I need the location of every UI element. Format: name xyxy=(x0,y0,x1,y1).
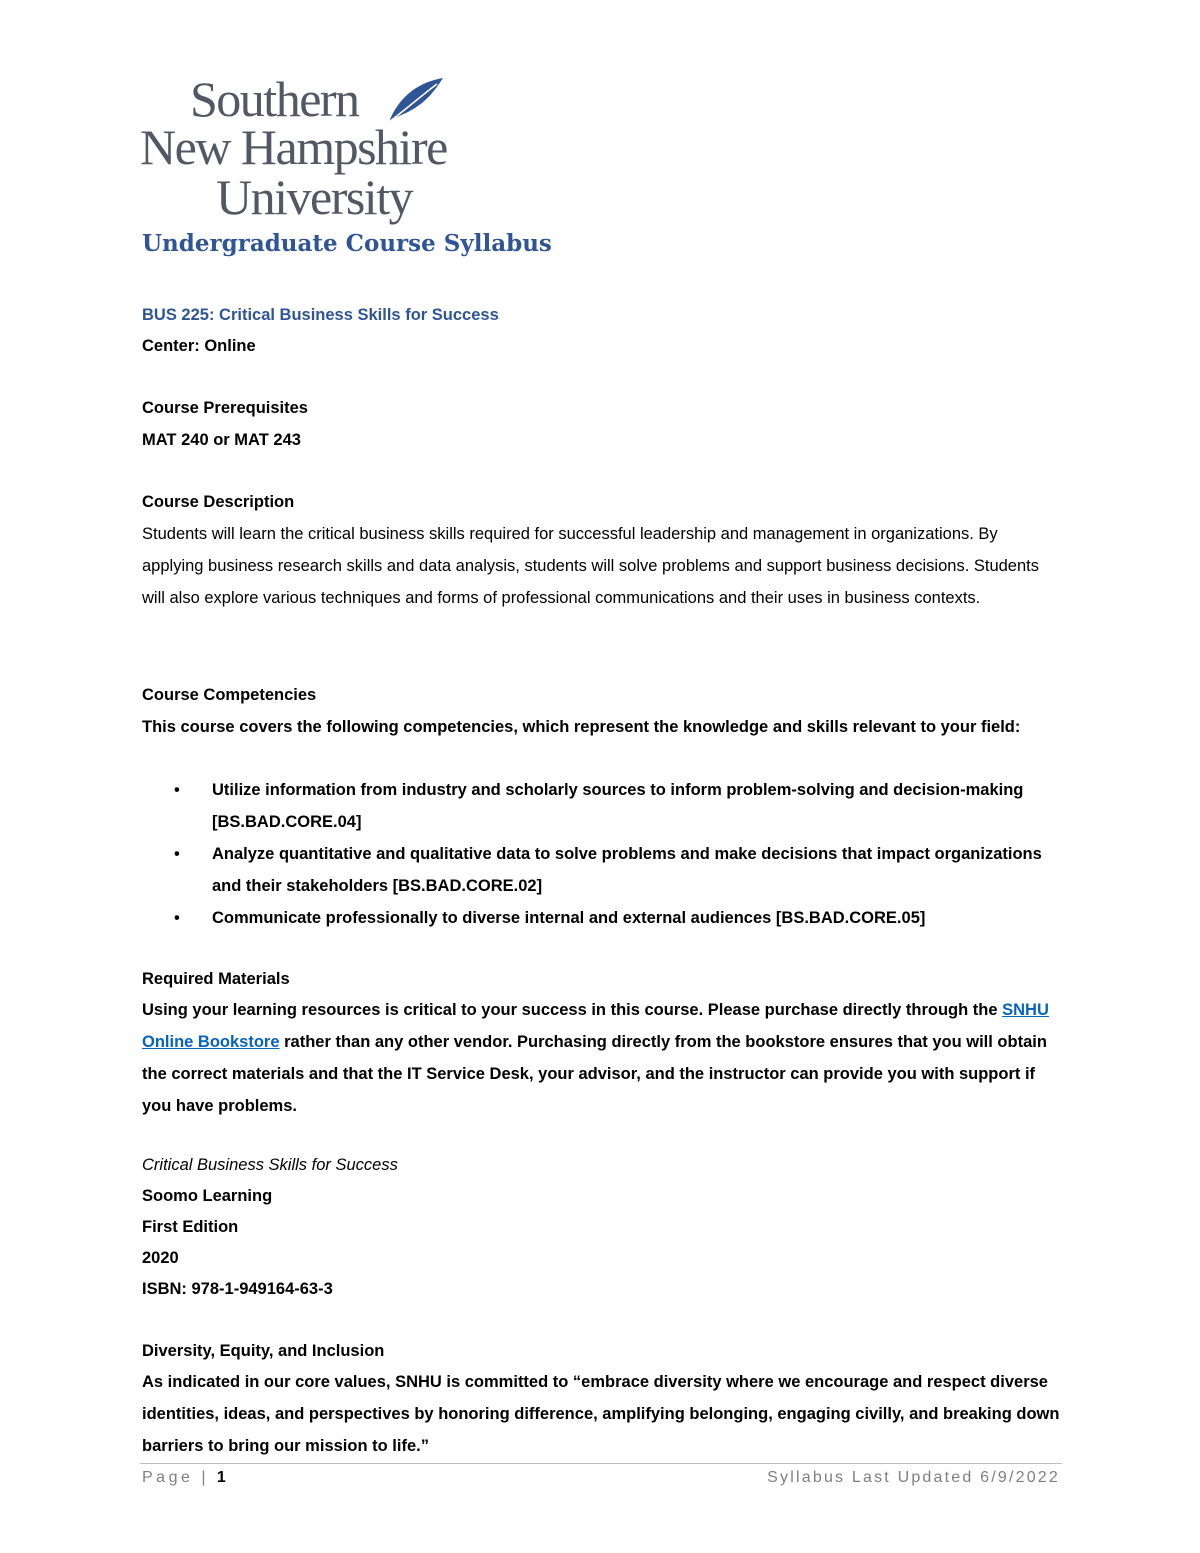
competencies-intro: This course covers the following competencies, which represent the knowledge and skills relevant to your field: xyxy=(142,718,1021,736)
materials-text xyxy=(142,994,1062,1122)
diversity-heading: Diversity, Equity, and Inclusion xyxy=(142,1342,385,1360)
prerequisites-value: MAT 240 or MAT 243 xyxy=(142,431,301,449)
page-number xyxy=(142,1469,229,1487)
last-updated: Syllabus Last Updated 6/9/2022 xyxy=(767,1469,1060,1486)
logo-line-1: Southern xyxy=(190,71,359,127)
book-year: 2020 xyxy=(142,1249,179,1267)
footer-divider xyxy=(140,1463,1062,1464)
bullet-icon: • xyxy=(174,845,180,863)
page-label: Page | xyxy=(142,1469,217,1486)
competencies-list xyxy=(142,774,1062,934)
book-title: Critical Business Skills for Success xyxy=(142,1156,398,1174)
bookstore-link[interactable]: SNHU Online Bookstore xyxy=(142,1001,1049,1051)
page-number-value: 1 xyxy=(216,1469,230,1486)
materials-text-after: rather than any other vendor. Purchasing directly from the bookstore ensures that you will obtain the correct materials and that the IT Service Desk, your advisor, and the instructor can provide you with support if you have problems. xyxy=(142,1033,1047,1115)
leaf-icon xyxy=(385,76,445,126)
competencies-heading: Course Competencies xyxy=(142,686,317,704)
logo-line-3: University xyxy=(216,169,413,225)
materials-heading: Required Materials xyxy=(142,970,290,988)
list-item xyxy=(142,902,1062,934)
book-edition: First Edition xyxy=(142,1218,239,1236)
bullet-icon: • xyxy=(174,909,180,927)
page-title: Undergraduate Course Syllabus xyxy=(142,230,552,257)
competency-text: Communicate professionally to diverse internal and external audiences [BS.BAD.CORE.05] xyxy=(212,909,926,927)
course-title: BUS 225: Critical Business Skills for Success xyxy=(142,306,499,324)
prerequisites-heading: Course Prerequisites xyxy=(142,399,308,417)
book-isbn: ISBN: 978-1-949164-63-3 xyxy=(142,1280,333,1298)
competency-text: Utilize information from industry and scholarly sources to inform problem-solving and decision-making [BS.BAD.CORE.04] xyxy=(212,781,1024,831)
course-center: Center: Online xyxy=(142,337,256,355)
snhu-logo xyxy=(140,71,450,225)
list-item xyxy=(142,838,1062,902)
book-publisher: Soomo Learning xyxy=(142,1187,273,1205)
description-text: Students will learn the critical business skills required for successful leadership and management in organizations. By applying business research skills and data analysis, students will solve problems and support business decisions. Students will also explore various techniques and forms of professional communications and their uses in business contexts. xyxy=(142,525,1039,607)
diversity-text: As indicated in our core values, SNHU is committed to “embrace diversity where we encourage and respect diverse identities, ideas, and perspectives by honoring difference, amplifying belonging, engaging civilly, and breaking down barriers to bring our mission to life.” xyxy=(142,1373,1060,1455)
list-item xyxy=(142,774,1062,838)
description-heading: Course Description xyxy=(142,493,295,511)
materials-text-before: Using your learning resources is critical to your success in this course. Please purchase directly through the xyxy=(142,1001,1003,1019)
competency-text: Analyze quantitative and qualitative data to solve problems and make decisions that impact organizations and their stakeholders [BS.BAD.CORE.02] xyxy=(212,845,1042,895)
logo-line-2: New Hampshire xyxy=(140,119,447,175)
bullet-icon: • xyxy=(174,781,180,799)
